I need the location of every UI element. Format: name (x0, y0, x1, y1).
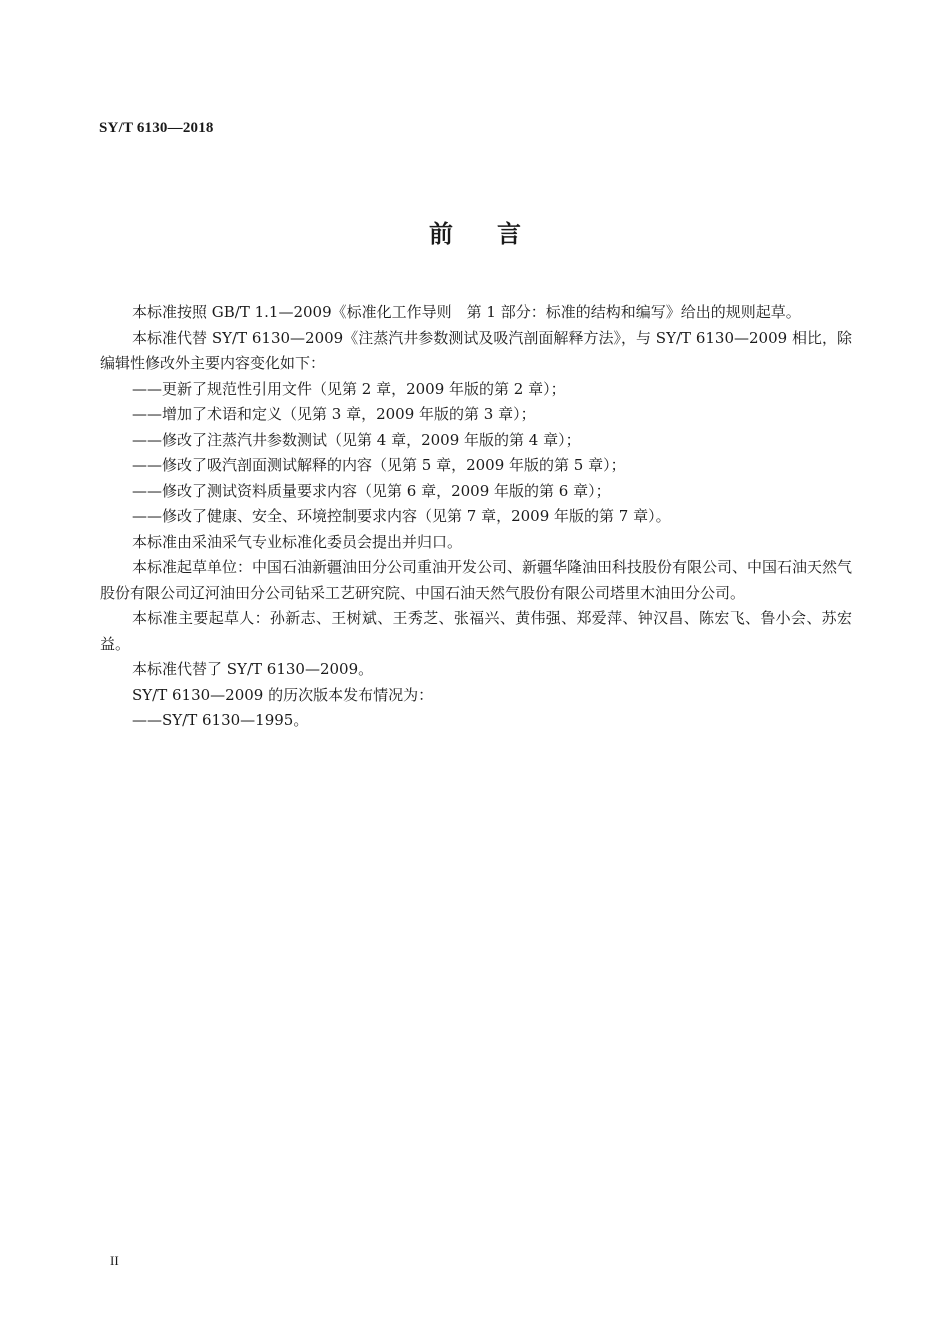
paragraph-version-history: SY/T 6130—2009 的历次版本发布情况为： (132, 685, 434, 704)
list-item: ——增加了术语和定义（见第 3 章，2009 年版的第 3 章）； (132, 405, 536, 423)
page-number: II (110, 1253, 119, 1268)
paragraph-committee: 本标准由采油采气专业标准化委员会提出并归口。 (132, 532, 463, 551)
standard-code-header: SY/T 6130—2018 (99, 120, 214, 136)
foreword-body (100, 300, 852, 734)
paragraph-drafting-rules: 本标准按照 GB/T 1.1—2009《标准化工作导则 第 1 部分：标准的结构和编写》给出的规则起草。 (132, 303, 801, 321)
history-item: ——SY/T 6130—1995。 (132, 711, 309, 729)
list-item: ——修改了吸汽剖面测试解释的内容（见第 5 章，2009 年版的第 5 章）； (132, 456, 626, 474)
list-item: ——修改了健康、安全、环境控制要求内容（见第 7 章，2009 年版的第 7 章）。 (132, 507, 671, 525)
paragraph-drafters: 本标准主要起草人：孙新志、王树斌、王秀芝、张福兴、黄伟强、郑爱萍、钟汉昌、陈宏飞、鲁小会、苏宏益。 (100, 609, 852, 653)
list-item: ——更新了规范性引用文件（见第 2 章，2009 年版的第 2 章）； (132, 379, 566, 398)
paragraph-replaces: 本标准代替了 SY/T 6130—2009。 (132, 660, 374, 678)
list-item: ——修改了注蒸汽井参数测试（见第 4 章，2009 年版的第 4 章）； (132, 430, 581, 449)
paragraph-drafting-units: 本标准起草单位：中国石油新疆油田分公司重油开发公司、新疆华隆油田科技股份有限公司、中国石油天然气股份有限公司辽河油田分公司钻采工艺研究院、中国石油天然气股份有限公司塔里木油田分公司。 (100, 558, 853, 602)
paragraph-replacement: 本标准代替 SY/T 6130—2009《注蒸汽井参数测试及吸汽剖面解释方法》，与 SY/T 6130—2009 相比，除编辑性修改外主要内容变化如下： (100, 328, 852, 372)
list-item: ——修改了测试资料质量要求内容（见第 6 章，2009 年版的第 6 章）； (132, 481, 611, 500)
page-title: 前言 (429, 220, 565, 248)
